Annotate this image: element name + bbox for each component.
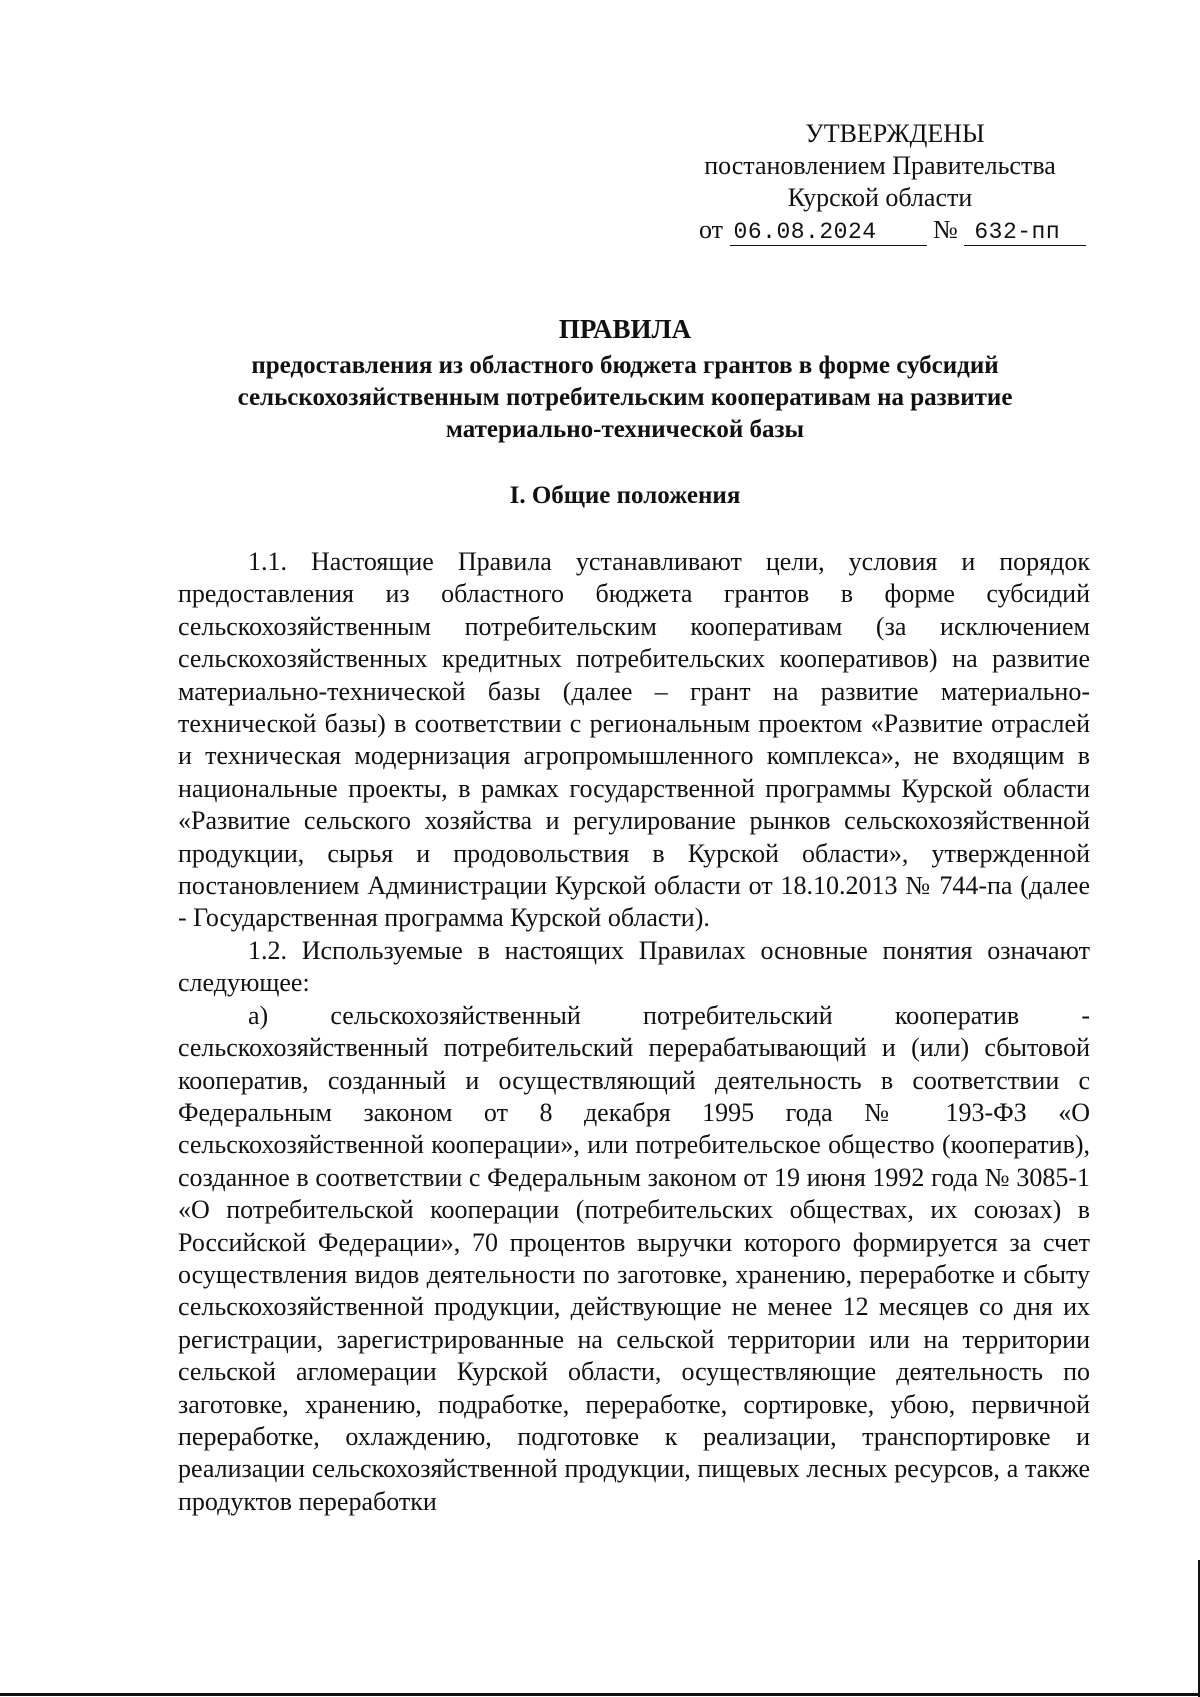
paragraph-1-2-a: а) сельскохозяйственный потребительский кооператив - сельскохозяйственный потребительский перерабатывающий и (или) сбытовой кооператив, созданный и осуществляющий деятельность в соответствии с Федеральным законом от 8 декабря 1995 года № 193-ФЗ «О сельскохозяйственной кооперации», или потребительское общество (кооператив), созданное в соответствии с Федеральным законом от 19 июня 1992 года № 3085-1 «О потребительской кооперации (потребительских обществах, их союзах) в Российской Федерации», 70 процентов выручки которого формируется за счет осуществления видов деятельности по заготовке, хранению, переработке и сбыту сельскохозяйственной продукции, действующие не менее 12 месяцев со дня их регистрации, зарегистрированные на сельской территории или на территории сельской агломерации Курской области, осуществляющие деятельность по заготовке, хранению, подработке, переработке, сортировке, убою, первичной переработке, охлаждению, подготовке к реализации, транспортировке и реализации сельскохозяйственной продукции, пищевых лесных ресурсов, а также продуктов переработки — [178, 1000, 1090, 1516]
document-subtitle: предоставления из областного бюджета грантов в форме субсидий сельскохозяйственным потребительским кооперативам на развитие материально-технической базы — [237, 352, 1013, 443]
document-title: ПРАВИЛА — [558, 314, 692, 344]
approval-date-number-line — [660, 214, 1100, 246]
approval-line-government: постановлением Правительства — [704, 151, 1056, 180]
document-body — [178, 546, 1090, 1518]
approval-number-field: 632-пп — [964, 219, 1086, 246]
approval-line-region: Курской области — [787, 183, 973, 212]
approval-date-field: 06.08.2024 — [730, 219, 927, 246]
paragraph-1-2: 1.2. Используемые в настоящих Правилах основные понятия означают следующее: — [178, 935, 1090, 998]
document-title-block — [160, 312, 1090, 446]
date-prefix: от — [699, 215, 724, 244]
section-heading: I. Общие положения — [509, 482, 741, 509]
scan-edge-line — [0, 1693, 1200, 1696]
approval-stamp-block — [660, 118, 1100, 246]
approval-title: УТВЕРЖДЕНЫ — [805, 119, 985, 148]
paragraph-1-1: 1.1. Настоящие Правила устанавливают цели, условия и порядок предоставления из областного бюджета грантов в форме субсидий сельскохозяйственным потребительским кооперативам (за исключением сельскохозяйственных кредитных потребительских кооперативов) на развитие материально-технической базы (далее – грант на развитие материально-технической базы) в соответствии с региональным проектом «Развитие отраслей и техническая модернизация агропромышленного комплекса», не входящим в национальные проекты, в рамках государственной программы Курской области «Развитие сельского хозяйства и регулирование рынков сельскохозяйственной продукции, сырья и продовольствия в Курской области», утвержденной постановлением Администрации Курской области от 18.10.2013 № 744-па (далее - Государственная программа Курской области). — [178, 547, 1090, 933]
number-sign: № — [933, 215, 958, 244]
